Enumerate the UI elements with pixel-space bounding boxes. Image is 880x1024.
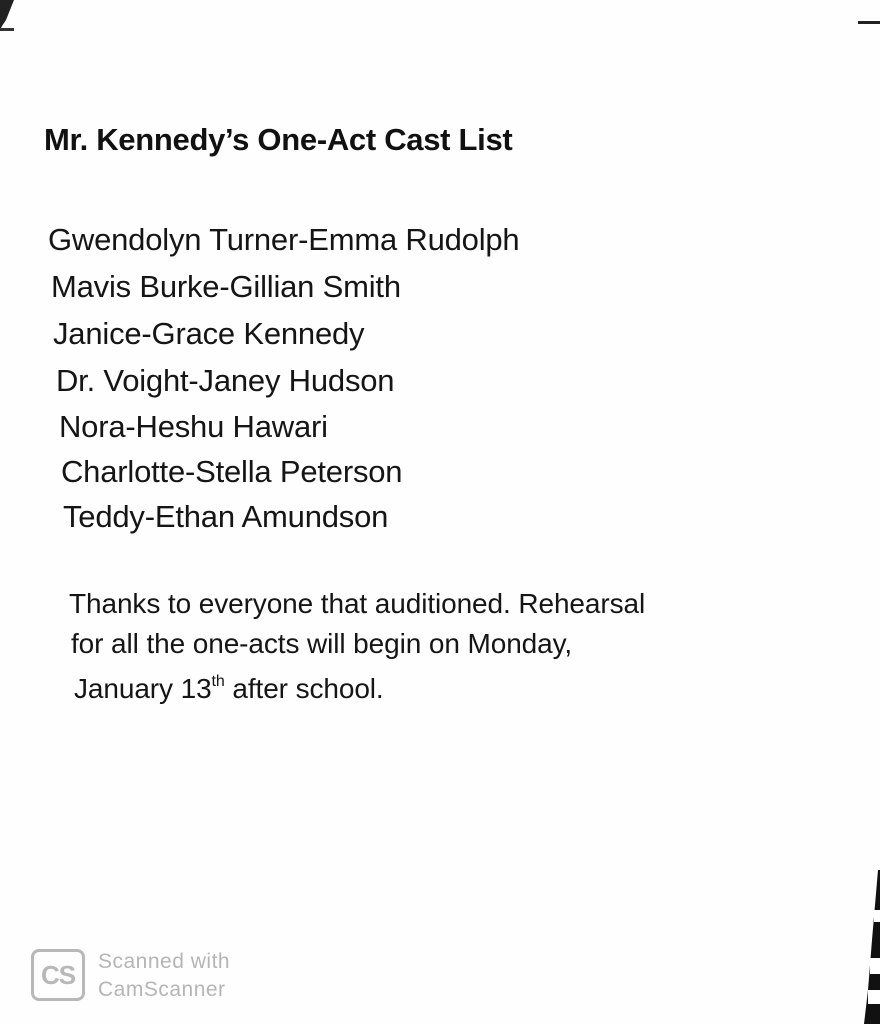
rehearsal-note-line-1: Thanks to everyone that auditioned. Rehearsal: [69, 588, 646, 619]
top-right-scan-artifact: [858, 18, 880, 28]
document-title: Mr. Kennedy’s One-Act Cast List: [44, 122, 513, 157]
cast-line: Charlotte-Stella Peterson: [61, 454, 403, 489]
rehearsal-note-line-3: [74, 673, 384, 705]
watermark-line-1: Scanned with: [98, 950, 231, 973]
ordinal-suffix: th: [211, 673, 225, 690]
cast-line: Dr. Voight-Janey Hudson: [56, 363, 395, 398]
date-text: January 13: [74, 673, 212, 704]
cast-line: Nora-Heshu Hawari: [59, 409, 328, 444]
watermark-line-2: CamScanner: [98, 978, 226, 1001]
rehearsal-note-line-2: for all the one-acts will begin on Monday,: [71, 628, 573, 659]
after-school-text: after school.: [224, 673, 384, 704]
cast-line: Gwendolyn Turner-Emma Rudolph: [48, 222, 520, 257]
cast-line: Teddy-Ethan Amundson: [63, 499, 389, 534]
cast-line: Mavis Burke-Gillian Smith: [51, 269, 401, 304]
bottom-right-scan-artifact: [844, 850, 880, 1024]
top-left-scan-artifact: [0, 0, 20, 34]
camscanner-logo-icon: CS: [31, 949, 85, 1001]
cast-line: Janice-Grace Kennedy: [53, 316, 365, 351]
